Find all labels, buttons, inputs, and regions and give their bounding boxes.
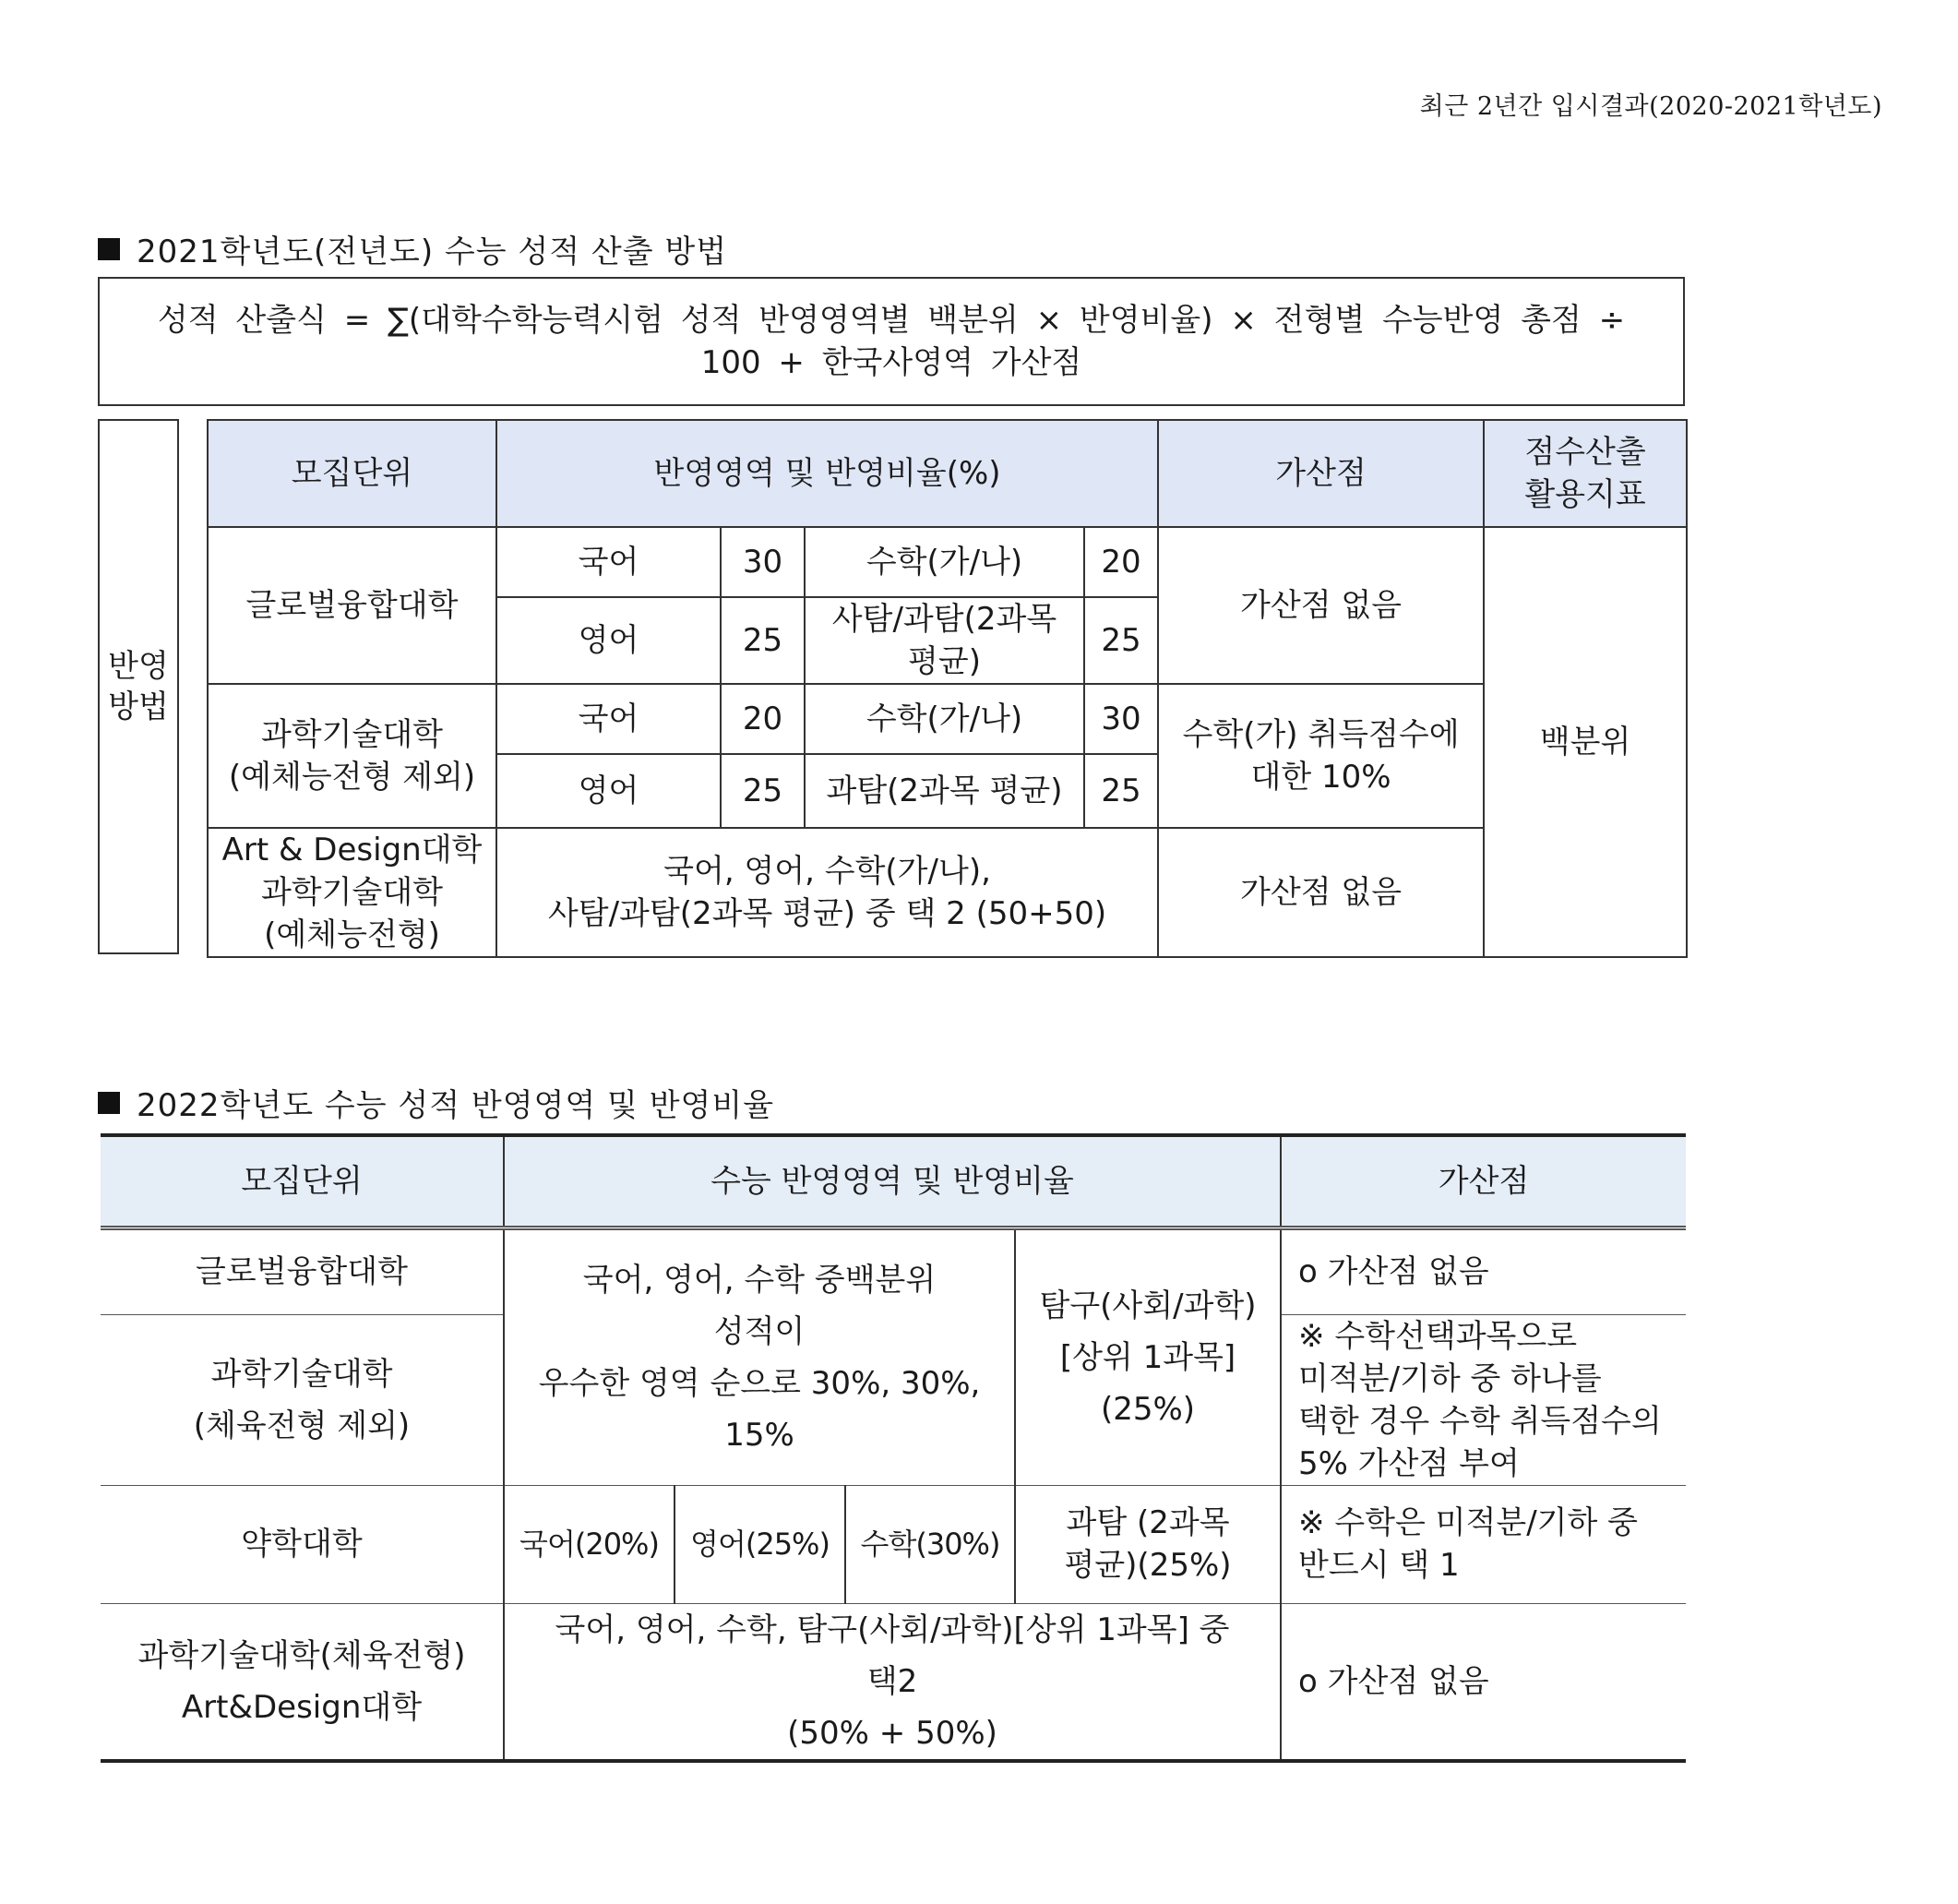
header-bonus: 가산점 xyxy=(1158,420,1484,527)
square-bullet-icon xyxy=(98,1092,120,1114)
cell-math-pct: 20 xyxy=(1084,527,1158,597)
cell-english-pct: 25 xyxy=(721,754,805,828)
bonus-global: o 가산점 없음 xyxy=(1281,1227,1686,1314)
cell-english-pct: 25 xyxy=(721,597,805,684)
bonus-global: 가산점 없음 xyxy=(1158,527,1484,684)
unit-pharmacy: 약학대학 xyxy=(101,1485,504,1603)
score-formula-box xyxy=(98,277,1685,406)
cell-math-pct: 30 xyxy=(1084,684,1158,754)
bonus-sports: o 가산점 없음 xyxy=(1281,1603,1686,1761)
cell-korean-pct: 30 xyxy=(721,527,805,597)
cell-inquiry-pct: 25 xyxy=(1084,597,1158,684)
cell-pharmacy-korean: 국어(20%) xyxy=(504,1485,675,1603)
section2-heading xyxy=(98,1080,774,1125)
cell-pharmacy-english: 영어(25%) xyxy=(675,1485,845,1603)
section1-title: 2021학년도(전년도) 수능 성적 산출 방법 xyxy=(137,234,728,270)
square-bullet-icon xyxy=(98,238,120,260)
table-header-row xyxy=(208,420,1687,527)
cell-pharmacy-math: 수학(30%) xyxy=(845,1485,1015,1603)
bonus-science: ※ 수학선택과목으로 미적분/기하 중 하나를 택한 경우 수학 취득점수의 5% 가산점 부여 xyxy=(1281,1314,1686,1485)
section2-title: 2022학년도 수능 성적 반영영역 및 반영비율 xyxy=(137,1087,775,1124)
cell-shared-areas: 국어, 영어, 수학 중백분위 성적이 우수한 영역 순으로 30%, 30%, 15% xyxy=(504,1227,1015,1485)
header-areas: 반영영역 및 반영비율(%) xyxy=(496,420,1158,527)
cell-pharmacy-inquiry: 과탐 (2과목 평균)(25%) xyxy=(1015,1485,1281,1603)
bonus-pharmacy: ※ 수학은 미적분/기하 중 반드시 택 1 xyxy=(1281,1485,1686,1603)
cell-english: 영어 xyxy=(496,597,721,684)
cell-art-areas: 국어, 영어, 수학(가/나), 사탐/과탐(2과목 평균) 중 택 2 (50+50) xyxy=(496,828,1158,957)
document-header-title: 최근 2년간 입시결과(2020-2021학년도) xyxy=(1419,92,1882,121)
unit-global: 글로벌융합대학 xyxy=(208,527,496,684)
table-row xyxy=(101,1227,1686,1314)
unit-science: 과학기술대학 (예체능전형 제외) xyxy=(208,684,496,828)
header-unit: 모집단위 xyxy=(101,1135,504,1227)
table-header-row xyxy=(101,1135,1686,1227)
header-unit: 모집단위 xyxy=(208,420,496,527)
table-2022-areas xyxy=(101,1133,1686,1763)
score-formula-text: 성적 산출식 = ∑(대학수학능력시험 성적 반영영역별 백분위 × 반영비율) × 전형별 수능반영 총점 ÷ 100 + 한국사영역 가산점 xyxy=(157,302,1626,381)
cell-math: 수학(가/나) xyxy=(805,527,1084,597)
unit-sports: 과학기술대학(체육전형) Art&Design대학 xyxy=(101,1603,504,1761)
table-row xyxy=(208,684,1687,754)
section1-heading xyxy=(98,226,727,271)
table-row xyxy=(101,1603,1686,1761)
cell-korean-pct: 20 xyxy=(721,684,805,754)
cell-shared-inquiry: 탐구(사회/과학) [상위 1과목] (25%) xyxy=(1015,1227,1281,1485)
bonus-art: 가산점 없음 xyxy=(1158,828,1484,957)
bonus-science: 수학(가) 취득점수에 대한 10% xyxy=(1158,684,1484,828)
table-row xyxy=(208,828,1687,957)
unit-global: 글로벌융합대학 xyxy=(101,1227,504,1314)
cell-english: 영어 xyxy=(496,754,721,828)
header-bonus: 가산점 xyxy=(1281,1135,1686,1227)
side-label-method: 반영 방법 xyxy=(98,419,179,954)
table-row xyxy=(208,527,1687,597)
header-index: 점수산출 활용지표 xyxy=(1484,420,1687,527)
header-areas: 수능 반영영역 및 반영비율 xyxy=(504,1135,1281,1227)
cell-sports-areas: 국어, 영어, 수학, 탐구(사회/과학)[상위 1과목] 중 택2 (50% + 50%) xyxy=(504,1603,1281,1761)
cell-math: 수학(가/나) xyxy=(805,684,1084,754)
cell-inquiry-pct: 25 xyxy=(1084,754,1158,828)
table-row xyxy=(101,1485,1686,1603)
cell-inquiry: 과탐(2과목 평균) xyxy=(805,754,1084,828)
unit-science: 과학기술대학 (체육전형 제외) xyxy=(101,1314,504,1485)
index-value: 백분위 xyxy=(1484,527,1687,957)
cell-korean: 국어 xyxy=(496,527,721,597)
unit-art: Art & Design대학 과학기술대학 (예체능전형) xyxy=(208,828,496,957)
table-2021-method xyxy=(207,419,1688,958)
cell-korean: 국어 xyxy=(496,684,721,754)
cell-inquiry: 사탐/과탐(2과목 평균) xyxy=(805,597,1084,684)
